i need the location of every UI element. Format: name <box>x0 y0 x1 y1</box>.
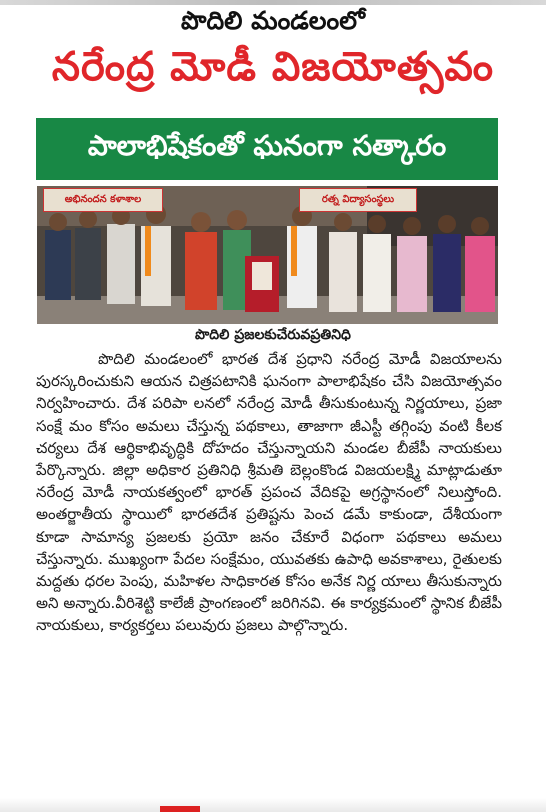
photo-banner-left <box>43 188 163 212</box>
top-border <box>0 0 546 5</box>
news-photo <box>37 186 498 324</box>
headline: నరేంద్ర మోడీ విజయోత్సవం <box>51 44 495 90</box>
photo-banner-right-text: రత్న విద్యాసంస్థలు <box>321 194 395 205</box>
photo-banner-right <box>299 188 417 212</box>
kicker-title: పొదిలి మండలంలో <box>181 6 365 35</box>
subheadline-banner <box>36 118 498 180</box>
dateline-caption: పొదిలి ప్రజలకుచేరువప్రతినిధి <box>195 327 351 343</box>
page-bottom-edge <box>0 798 546 812</box>
photo-banner-left-text: అభినందన కళాశాల <box>64 194 142 205</box>
subheadline-text: పాలాభిషేకంతో ఘనంగా సత్కారం <box>87 129 447 162</box>
next-headline-fragment <box>160 806 200 812</box>
article-body: పొదిలి మండలంలో భారత దేశ ప్రధాని నరేంద్ర మోడీ విజయాలను పురస్కరించుకుని ఆయన చిత్రపటానికి ఘనంగా పాలాభిషేకం చేసి విజయోత్సవం నిర్వహించారు. దేశ పరిపా లనలో నరేంద్ర మోడీ తీసుకుంటున్న నిర్ణయాలు, ప్రజా సంక్షే మం కోసం అమలు చేస్తున్న పథకాలు, తాజాగా జీఎస్టీ తగ్గింపు వంటి కీలక చర్యలు దేశ ఆర్థికాభివృద్ధికి దోహదం చేస్తున్నాయని మండల బీజేపీ నాయకులు పేర్కొన్నారు. జిల్లా అధికార ప్రతినిధి శ్రీమతి బెల్లంకొండ విజయలక్ష్మి మాట్లాడుతూ నరేంద్ర మోడీ నాయకత్వంలో భారత్ ప్రపంచ వేదికపై అగ్రస్థానంలో నిలుస్తోంది. అంతర్జాతీయ స్థాయిలో భారతదేశ ప్రతిష్టను పెంచ డమే కాకుండా, దేశీయంగా కూడా సామాన్య ప్రజలకు ప్రయో జనం చేకూరే విధంగా పథకాలు అమలు చేస్తున్నారు. ముఖ్యంగా పేదల సంక్షేమం, యువతకు ఉపాధి అవకాశాలు, రైతులకు మద్దతు ధరల పెంపు, మహిళల సాధికారత కోసం అనేక నిర్ణ యాలు తీసుకున్నారు అని అన్నారు.వీరిశెట్టి కాలేజీ ప్రాంగణంలో జరిగినవి. ఈ కార్యక్రమంలో స్థానిక బీజేపీ నాయకులు, కార్యకర్తలు పలువురు ప్రజలు పాల్గొన్నారు. <box>36 350 502 635</box>
